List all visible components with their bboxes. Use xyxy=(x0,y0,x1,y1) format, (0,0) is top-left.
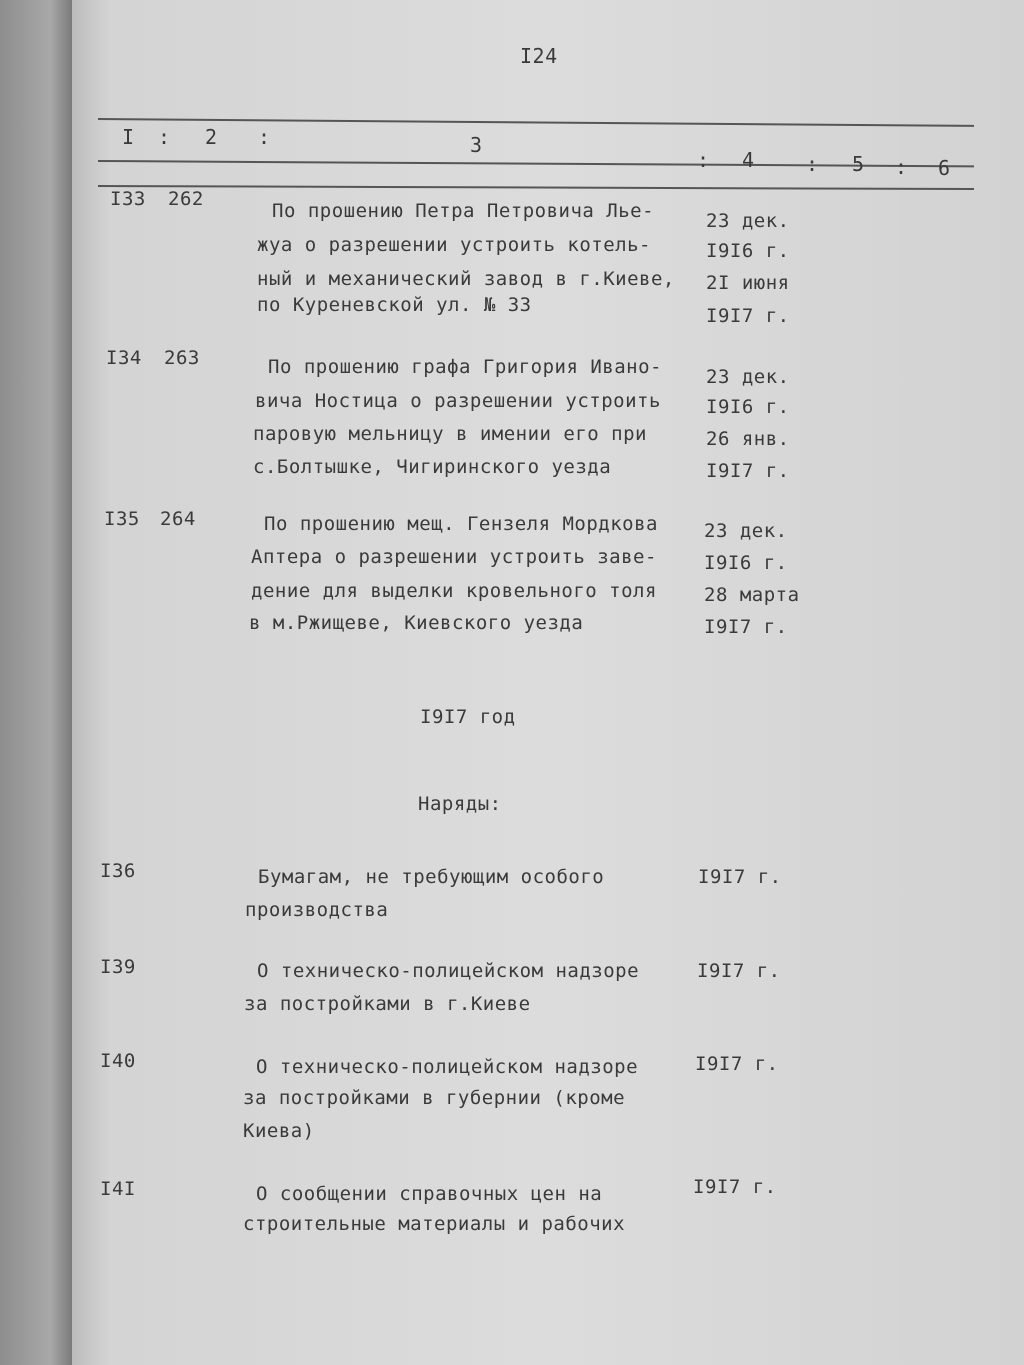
left-page-edge xyxy=(0,0,72,1365)
entry-text-line: Киева) xyxy=(243,1120,315,1142)
entry-number: I33 xyxy=(110,188,146,210)
entry-date: I9I7 г. xyxy=(704,616,788,638)
header-sep1: : xyxy=(158,125,171,149)
entry-number: I4I xyxy=(100,1178,136,1200)
entry-date: 23 дек. xyxy=(704,520,788,542)
entry-date: I9I7 г. xyxy=(698,866,782,888)
entry-date: 23 дек. xyxy=(706,210,790,232)
entry-text-line: по Куреневской ул. № 33 xyxy=(257,294,532,316)
entry-text-line: строительные материалы и рабочих xyxy=(243,1213,626,1235)
entry-date: I9I7 г. xyxy=(697,960,781,982)
entry-number: I34 xyxy=(106,347,142,369)
entry-text-line: Бумагам, не требующим особого xyxy=(258,866,605,888)
page-number: I24 xyxy=(520,44,558,68)
entry-text-line: О сообщении справочных цен на xyxy=(256,1183,603,1205)
entry-text-line: паровую мельницу в имении его при xyxy=(253,423,647,445)
year-heading: I9I7 год xyxy=(420,706,516,728)
header-col6: 6 xyxy=(938,156,951,180)
header-sep2: : xyxy=(258,125,271,149)
header-col5: 5 xyxy=(852,152,865,176)
entry-date: 26 янв. xyxy=(706,428,790,450)
entry-file-number: 262 xyxy=(168,188,204,210)
entry-text-line: По прошению мещ. Гензеля Мордкова xyxy=(264,513,658,535)
entry-text-line: По прошению Петра Петровича Лье- xyxy=(272,200,655,222)
entry-text-line: производства xyxy=(245,899,389,921)
entry-text-line: По прошению графа Григория Ивано- xyxy=(268,356,662,378)
entry-number: I35 xyxy=(104,508,140,530)
entry-text-line: ный и механический завод в г.Киеве, xyxy=(257,268,675,290)
entry-date: I9I7 г. xyxy=(706,460,790,482)
header-sep4: : xyxy=(806,152,819,176)
entry-number: I36 xyxy=(100,860,136,882)
entry-date: 28 марта xyxy=(704,584,800,606)
entry-text-line: Аптера о разрешении устроить заве- xyxy=(251,546,657,568)
entry-date: 2I июня xyxy=(706,272,790,294)
header-col3: 3 xyxy=(470,133,483,157)
header-sep5: : xyxy=(895,155,908,179)
entry-file-number: 264 xyxy=(160,508,196,530)
entry-date: 23 дек. xyxy=(706,366,790,388)
entry-date: I9I6 г. xyxy=(706,240,790,262)
entry-date: I9I7 г. xyxy=(693,1176,777,1198)
entry-file-number: 263 xyxy=(164,347,200,369)
entry-text-line: за постройками в губернии (кроме xyxy=(243,1087,626,1109)
entry-text-line: в м.Ржищеве, Киевского уезда xyxy=(249,612,584,634)
entry-text-line: жуа о разрешении устроить котель- xyxy=(257,234,651,256)
entry-text-line: вича Ностица о разрешении устроить xyxy=(255,390,661,412)
entry-date: I9I7 г. xyxy=(695,1053,779,1075)
entry-text-line: за постройками в г.Киеве xyxy=(244,993,531,1015)
entry-date: I9I6 г. xyxy=(704,552,788,574)
entry-date: I9I6 г. xyxy=(706,396,790,418)
entry-number: I39 xyxy=(100,956,136,978)
entry-text-line: дение для выделки кровельного толя xyxy=(251,580,657,602)
entry-text-line: О техническо-полицейском надзоре xyxy=(257,960,640,982)
header-col1: I xyxy=(122,125,135,149)
section-heading: Наряды: xyxy=(418,793,502,815)
header-col2: 2 xyxy=(205,125,218,149)
entry-number: I40 xyxy=(100,1050,136,1072)
header-col4: 4 xyxy=(742,148,755,172)
entry-date: I9I7 г. xyxy=(706,305,790,327)
entry-text-line: с.Болтышке, Чигиринского уезда xyxy=(253,456,612,478)
header-sep3: : xyxy=(697,148,710,172)
entry-text-line: О техническо-полицейском надзоре xyxy=(256,1056,639,1078)
